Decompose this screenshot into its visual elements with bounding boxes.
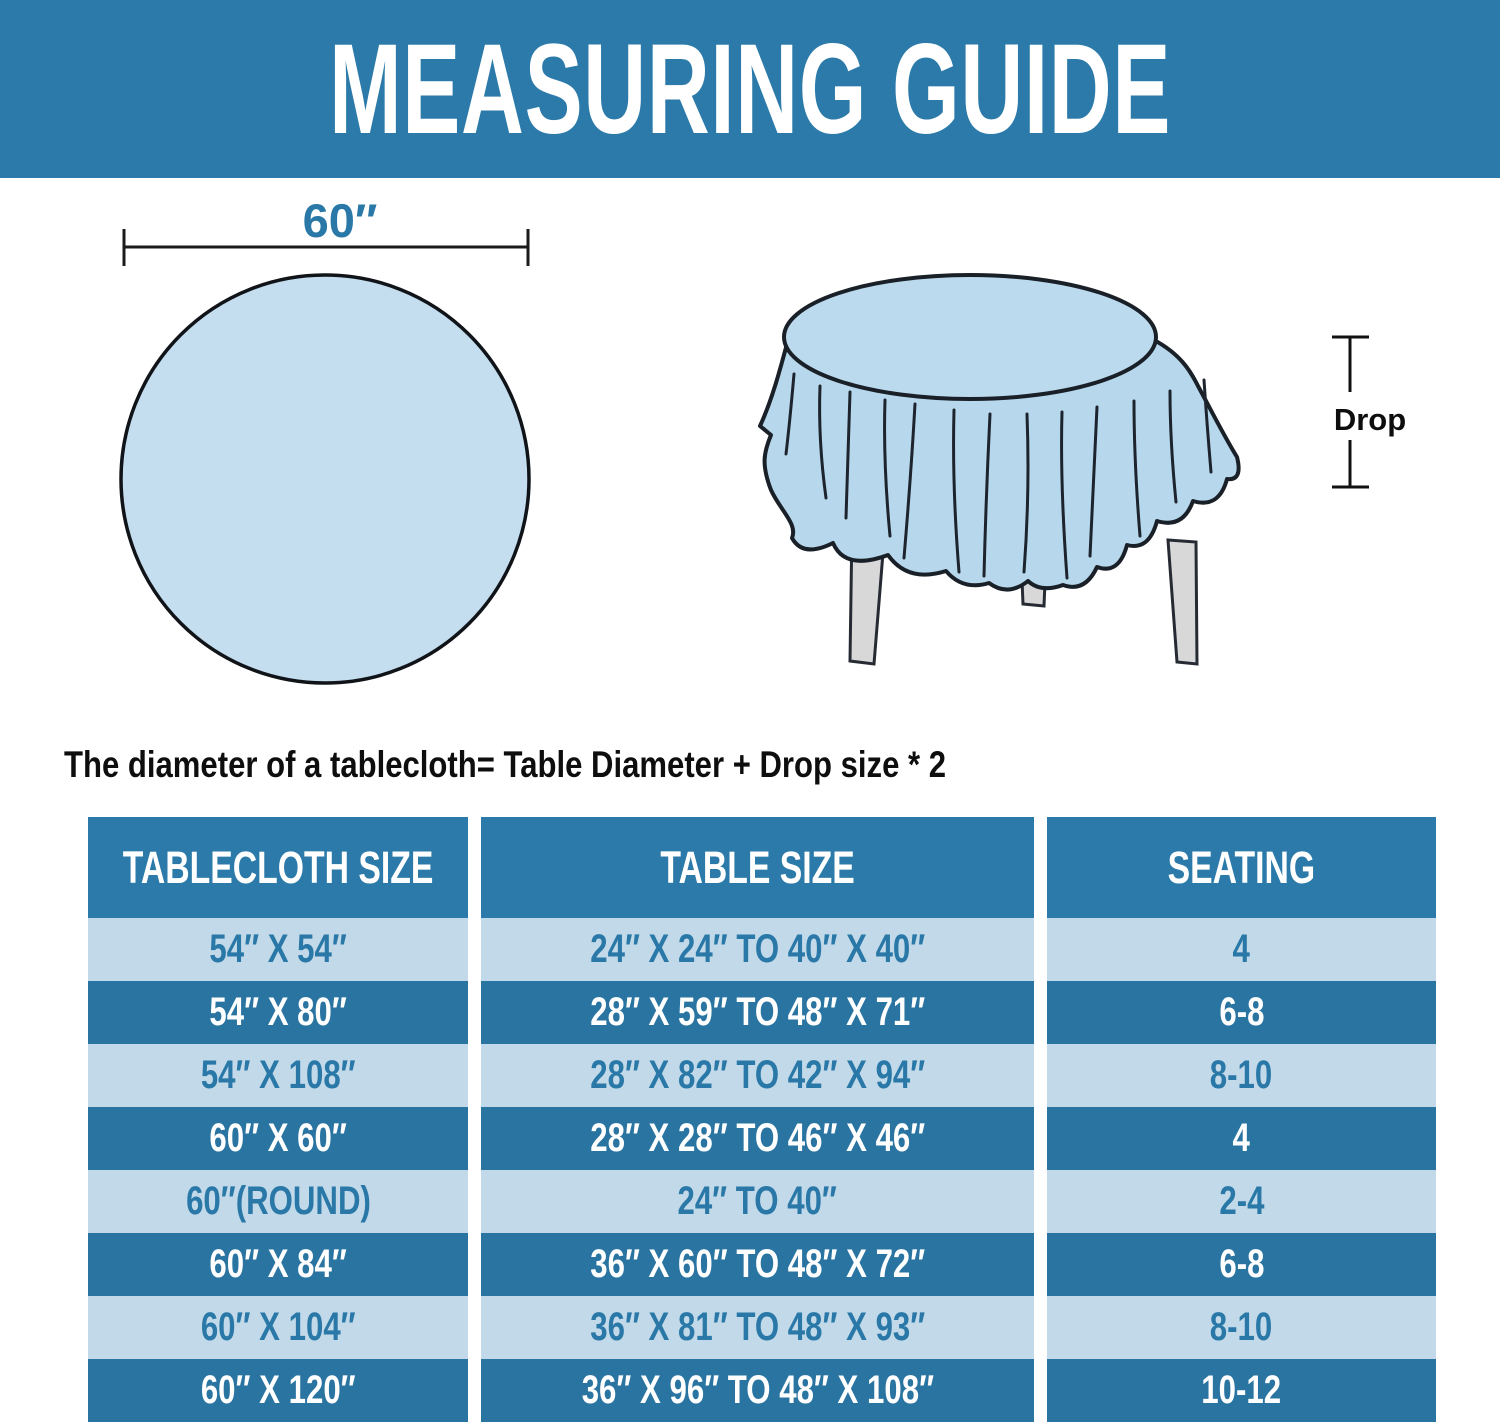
size-table [88, 817, 1436, 1422]
table-illustration [760, 275, 1406, 664]
table-cell-tablecloth-size: 60″ X 120″ [88, 1359, 468, 1422]
table-cell-tablecloth-size: 54″ X 80″ [88, 981, 468, 1044]
drop-label: Drop [1333, 402, 1407, 437]
table-cell-seating: 6-8 [1047, 1233, 1436, 1296]
table-cell-table-size: 28″ X 28″ TO 46″ X 46″ [481, 1107, 1034, 1170]
table-cell-table-size: 36″ X 60″ TO 48″ X 72″ [481, 1233, 1034, 1296]
tabletop [784, 275, 1156, 399]
table-cell-table-size: 24″ X 24″ TO 40″ X 40″ [481, 918, 1034, 981]
table-cell-tablecloth-size: 54″ X 54″ [88, 918, 468, 981]
table-cell-tablecloth-size: 60″ X 104″ [88, 1296, 468, 1359]
table-cell-table-size: 36″ X 81″ TO 48″ X 93″ [481, 1296, 1034, 1359]
title-banner [0, 0, 1500, 178]
table-cell-table-size: 24″ TO 40″ [481, 1170, 1034, 1233]
column-header-tablecloth-size: TABLECLOTH SIZE [88, 817, 468, 918]
column-header-seating: SEATING [1047, 817, 1436, 918]
table-cell-table-size: 36″ X 96″ TO 48″ X 108″ [481, 1359, 1034, 1422]
table-cell-seating: 8-10 [1047, 1296, 1436, 1359]
table-cell-tablecloth-size: 60″ X 84″ [88, 1233, 468, 1296]
table-cell-tablecloth-size: 54″ X 108″ [88, 1044, 468, 1107]
table-cell-seating: 8-10 [1047, 1044, 1436, 1107]
table-cell-seating: 10-12 [1047, 1359, 1436, 1422]
table-leg-right [1168, 540, 1197, 664]
table-cell-tablecloth-size: 60″ X 60″ [88, 1107, 468, 1170]
diameter-label: 60″ [302, 194, 378, 247]
table-cell-seating: 4 [1047, 1107, 1436, 1170]
table-cell-tablecloth-size: 60″(ROUND) [88, 1170, 468, 1233]
page-title: MEASURING GUIDE [329, 17, 1171, 161]
table-cell-seating: 6-8 [1047, 981, 1436, 1044]
diameter-measure [124, 194, 528, 266]
measuring-diagram [0, 178, 1500, 740]
column-header-table-size: TABLE SIZE [481, 817, 1034, 918]
table-cell-table-size: 28″ X 82″ TO 42″ X 94″ [481, 1044, 1034, 1107]
table-cell-table-size: 28″ X 59″ TO 48″ X 71″ [481, 981, 1034, 1044]
table-cell-seating: 4 [1047, 918, 1436, 981]
tablecloth-circle [121, 275, 529, 683]
table-cell-seating: 2-4 [1047, 1170, 1436, 1233]
formula-text: The diameter of a tablecloth= Table Diameter + Drop size * 2 [64, 744, 947, 785]
